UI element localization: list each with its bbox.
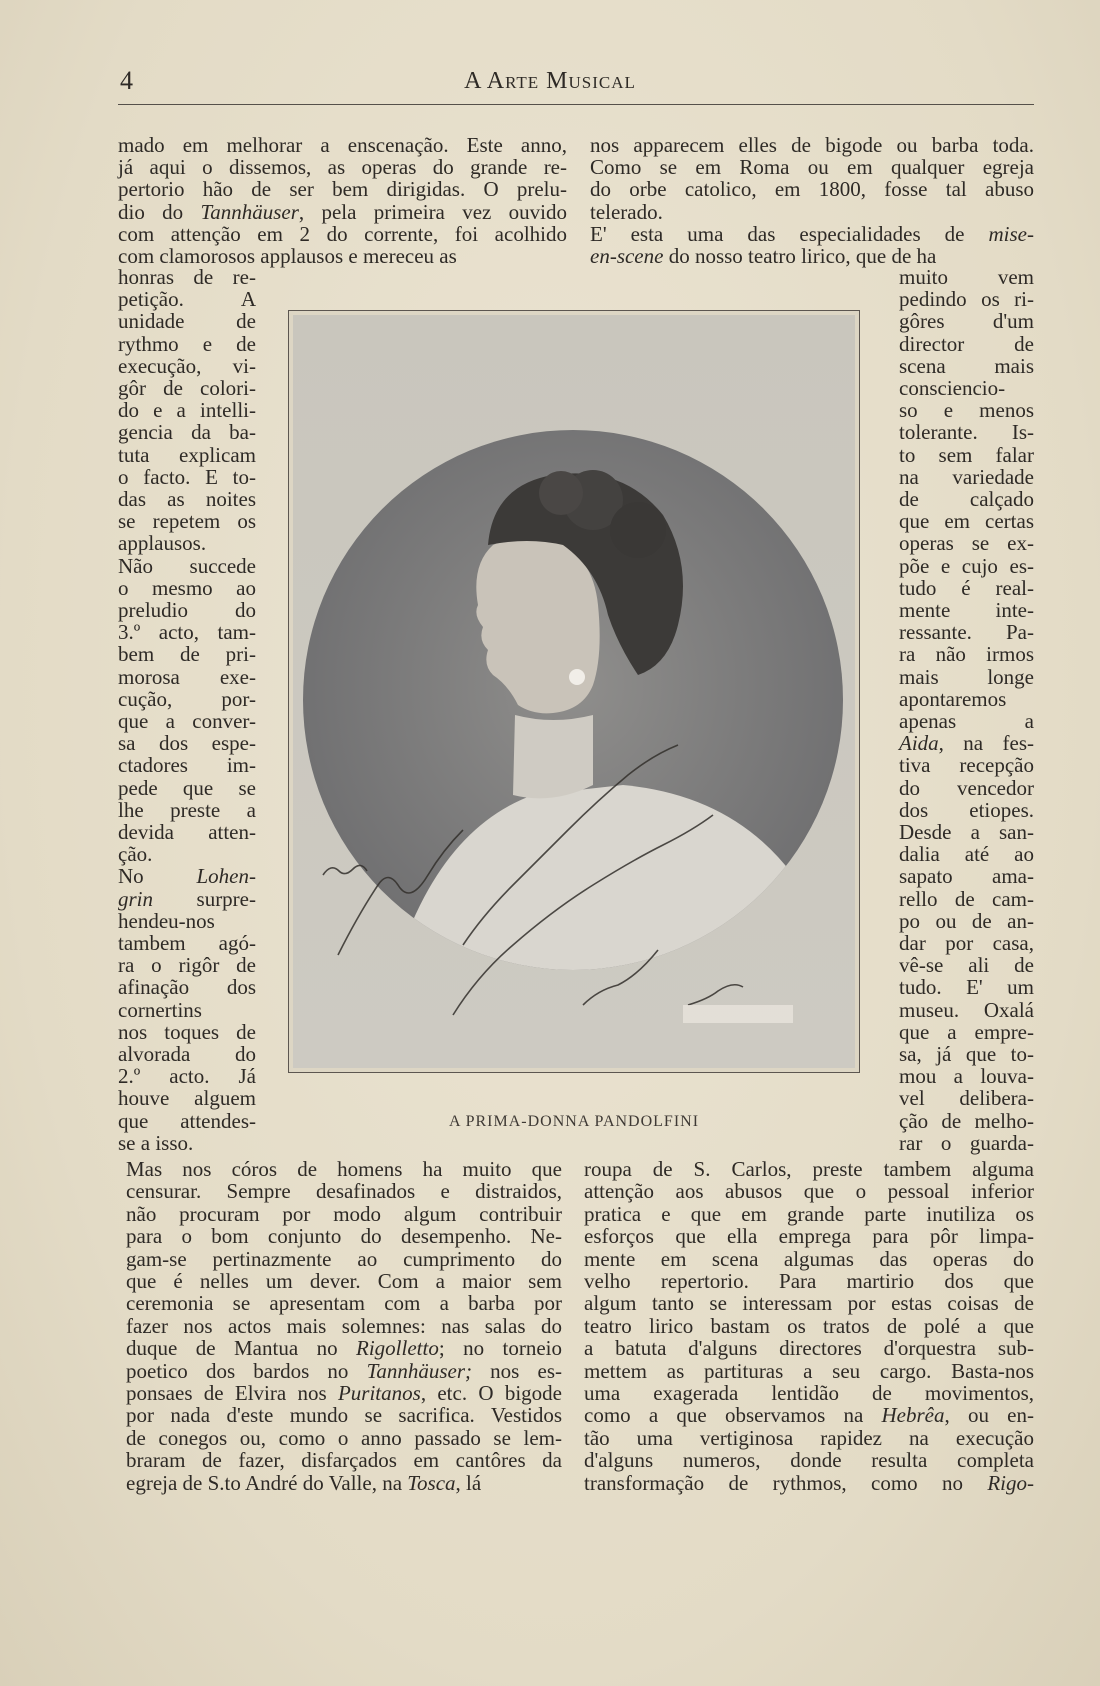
left-full-bottom-line: por nada d'este mundo se sacrifica. Vestidos	[126, 1403, 562, 1428]
left-full-top-line: com clamorosos applausos e mereceu as	[118, 244, 457, 268]
left-narrow-line: gencia da ba-	[118, 420, 256, 445]
left-narrow-line: afinação dos	[118, 975, 256, 1000]
left-narrow-line: do e a intelli-	[118, 398, 256, 423]
left-full-top-line: já aqui o dissemos, as operas do grande re-	[118, 155, 567, 180]
right-narrow-line: tudo é real-	[899, 575, 1034, 600]
right-full-top-line: Como se em Roma ou em qualquer egreja	[590, 155, 1034, 180]
right-narrow-line: que em certas	[899, 509, 1034, 534]
right-narrow-line: põe e cujo es-	[899, 553, 1034, 578]
figure-caption: A PRIMA-DONNA PANDOLFINI	[448, 1113, 700, 1130]
right-narrow-line: tiva recepção	[899, 753, 1034, 778]
left-narrow-line: o mesmo ao	[118, 575, 256, 600]
left-full-bottom-line: egreja de S.to André do Valle, na Tosca, lá	[126, 1470, 482, 1495]
left-narrow-line: devida atten-	[118, 820, 256, 844]
left-narrow-line: sa dos espe-	[118, 731, 256, 756]
page-number: 4	[120, 66, 133, 95]
left-full-top-line: com attenção em 2 do corrente, foi acolhido	[118, 221, 567, 246]
photo-plate	[293, 315, 855, 1068]
right-full-top-line: telerado.	[590, 199, 663, 224]
right-narrow-line: po ou de an-	[899, 908, 1034, 933]
left-narrow-line: cornertins	[118, 997, 202, 1022]
left-full-bottom-line: de conegos ou, como o anno passado se lem-	[126, 1425, 562, 1450]
left-narrow-line: 2.º acto. Já	[118, 1064, 256, 1089]
left-full-top-line: pertorio hão de ser bem dirigidas. O prelu-	[118, 177, 567, 202]
left-full-bottom-line: poetico dos bardos no Tannhäuser; nos es-	[126, 1358, 562, 1383]
right-narrow-line: Aida, na fes-	[899, 731, 1034, 756]
left-narrow-line: ra o rigôr de	[118, 953, 256, 978]
right-full-bottom-line: pratica e que em grande parte inutiliza os	[584, 1201, 1034, 1226]
right-narrow-line: so e menos	[899, 398, 1034, 423]
left-narrow-line: unidade de	[118, 309, 256, 334]
right-narrow-line: gôres d'um	[899, 309, 1034, 334]
left-narrow-line: ctadores im-	[118, 753, 256, 778]
right-narrow-line: pedindo os ri-	[899, 287, 1034, 312]
right-narrow-line: vel delibera-	[899, 1086, 1034, 1111]
left-full-bottom-line: braram de fazer, disfarçados em cantôres da	[126, 1448, 562, 1473]
left-narrow-line: petição. A	[118, 287, 256, 312]
right-full-bottom-line: a batuta d'alguns directores d'orquestra sub-	[584, 1336, 1034, 1361]
left-narrow-line: bem de pri-	[118, 642, 256, 667]
right-full-bottom-line: mente em scena algumas das operas do	[584, 1246, 1034, 1271]
right-narrow-line: do vencedor	[899, 775, 1034, 800]
right-narrow-line: ção de melho-	[899, 1108, 1034, 1133]
right-full-top-line: E' esta uma das especialidades de mise-	[590, 221, 1034, 246]
right-narrow-line: muito vem	[899, 265, 1034, 289]
right-narrow-line: sa, já que to-	[899, 1042, 1034, 1066]
right-narrow-line: dos etiopes.	[899, 797, 1034, 822]
left-narrow-line: pede que se	[118, 775, 256, 800]
portrait-photo	[293, 315, 855, 1068]
right-full-bottom-line: attenção aos abusos que o pessoal inferior	[584, 1179, 1034, 1204]
left-full-bottom-line: ceremonia se apresentam com a barba por	[126, 1291, 562, 1316]
left-narrow-line: honras de re-	[118, 265, 256, 289]
right-narrow-line: Desde a san-	[899, 820, 1034, 844]
left-full-bottom-line: censurar. Sempre desafinados e distraidos,	[126, 1179, 562, 1204]
right-narrow-line: ressante. Pa-	[899, 620, 1034, 645]
right-full-bottom-line: transformação de rythmos, como no Rigo-	[584, 1470, 1034, 1495]
left-full-bottom-line: para o bom conjunto do desempenho. Ne-	[126, 1224, 562, 1249]
right-full-top-line: nos apparecem elles de bigode ou barba toda.	[590, 133, 1034, 157]
right-narrow-line: sapato ama-	[899, 864, 1034, 889]
right-full-top-line: en-scene do nosso teatro lirico, que de ha	[590, 244, 937, 268]
right-full-bottom-line: teatro lirico bastam os tratos de polé a que	[584, 1313, 1034, 1338]
right-narrow-line: mais longe	[899, 664, 1034, 689]
left-narrow-line: tambem agó-	[118, 931, 256, 955]
right-full-bottom-line: esforços que ella emprega para pôr limpa-	[584, 1224, 1034, 1249]
right-narrow-line: rar o guarda-	[899, 1130, 1034, 1155]
right-full-bottom-line: como a que observamos na Hebrêa, ou en-	[584, 1403, 1034, 1428]
left-narrow-line: que attendes-	[118, 1108, 256, 1133]
left-narrow-line: que a conver-	[118, 709, 256, 733]
left-narrow-line: rythmo e de	[118, 331, 256, 356]
left-full-bottom-line: não procuram por modo algum contribuir	[126, 1201, 562, 1226]
right-narrow-line: dalia até ao	[899, 842, 1034, 867]
right-narrow-line: director de	[899, 331, 1034, 356]
right-narrow-line: ra não irmos	[899, 642, 1034, 667]
right-narrow-line: apontaremos	[899, 686, 1007, 711]
right-narrow-line: consciencio-	[899, 376, 1006, 400]
left-full-bottom-line: gam-se pertinazmente ao cumprimento do	[126, 1246, 562, 1271]
header-rule	[118, 104, 1034, 105]
left-narrow-line: No Lohen-	[118, 864, 256, 889]
right-narrow-line: tudo. E' um	[899, 975, 1034, 1000]
right-full-bottom-line: mettem as partituras a seu cargo. Basta-nos	[584, 1358, 1034, 1383]
left-narrow-line: tuta explicam	[118, 442, 256, 467]
right-full-bottom-line: tão uma vertiginosa rapidez na execução	[584, 1425, 1034, 1450]
left-full-top-line: mado em melhorar a enscenação. Este anno,	[118, 133, 567, 157]
left-full-bottom-line: Mas nos córos de homens ha muito que	[126, 1157, 562, 1181]
left-narrow-line: cução, por-	[118, 686, 256, 711]
left-full-bottom-line: fazer nos actos mais solemnes: nas salas do	[126, 1313, 562, 1338]
left-narrow-line: grin surpre-	[118, 886, 256, 911]
right-narrow-line: mou a louva-	[899, 1064, 1034, 1089]
portrait-figure	[288, 310, 860, 1073]
left-narrow-line: 3.º acto, tam-	[118, 620, 256, 645]
right-narrow-line: que a empre-	[899, 1019, 1034, 1044]
left-narrow-line: o facto. E to-	[118, 464, 256, 489]
right-narrow-line: operas se ex-	[899, 531, 1034, 556]
right-narrow-line: na variedade	[899, 464, 1034, 489]
right-full-top-line: do orbe catolico, em 1800, fosse tal abuso	[590, 177, 1034, 202]
right-narrow-line: scena mais	[899, 353, 1034, 378]
right-full-bottom-line: algum tanto se interessam por estas coisas de	[584, 1291, 1034, 1316]
left-narrow-line: houve alguem	[118, 1086, 256, 1111]
right-full-bottom-line: d'alguns numeros, donde resulta completa	[584, 1448, 1034, 1473]
right-narrow-line: apenas a	[899, 709, 1034, 733]
right-narrow-line: dar por casa,	[899, 931, 1034, 955]
right-narrow-line: to sem falar	[899, 442, 1034, 467]
left-narrow-line: se a isso.	[118, 1130, 194, 1155]
right-narrow-line: de calçado	[899, 487, 1034, 511]
left-narrow-line: gôr de colori-	[118, 376, 256, 400]
left-narrow-line: se repetem os	[118, 509, 256, 534]
left-full-bottom-line: ponsaes de Elvira nos Puritanos, etc. O bigode	[126, 1381, 562, 1405]
right-narrow-line: museu. Oxalá	[899, 997, 1034, 1022]
left-narrow-line: Não succede	[118, 553, 256, 578]
left-narrow-line: alvorada do	[118, 1042, 256, 1066]
right-narrow-line: vê-se ali de	[899, 953, 1034, 978]
left-narrow-line: ção.	[118, 842, 153, 867]
right-narrow-line: tolerante. Is-	[899, 420, 1034, 445]
left-narrow-line: hendeu-nos	[118, 908, 215, 933]
left-full-bottom-line: duque de Mantua no Rigolletto; no torneio	[126, 1336, 562, 1361]
right-narrow-line: rello de cam-	[899, 886, 1034, 911]
right-full-bottom-line: velho repertorio. Para martirio dos que	[584, 1269, 1034, 1293]
left-narrow-line: execução, vi-	[118, 353, 256, 378]
left-narrow-line: applausos.	[118, 531, 207, 556]
running-title: A Arte Musical	[464, 68, 636, 94]
right-full-bottom-line: uma exagerada lentidão de movimentos,	[584, 1381, 1034, 1405]
left-narrow-line: morosa exe-	[118, 664, 256, 689]
right-full-bottom-line: roupa de S. Carlos, preste tambem alguma	[584, 1157, 1034, 1181]
left-narrow-line: das as noites	[118, 487, 256, 511]
left-narrow-line: lhe preste a	[118, 797, 256, 822]
right-narrow-line: mente inte-	[899, 598, 1034, 622]
left-full-top-line: dio do Tannhäuser, pela primeira vez ouvido	[118, 199, 567, 224]
left-narrow-line: preludio do	[118, 598, 256, 622]
left-narrow-line: nos toques de	[118, 1019, 256, 1044]
left-full-bottom-line: que é nelles um dever. Com a maior sem	[126, 1269, 562, 1293]
